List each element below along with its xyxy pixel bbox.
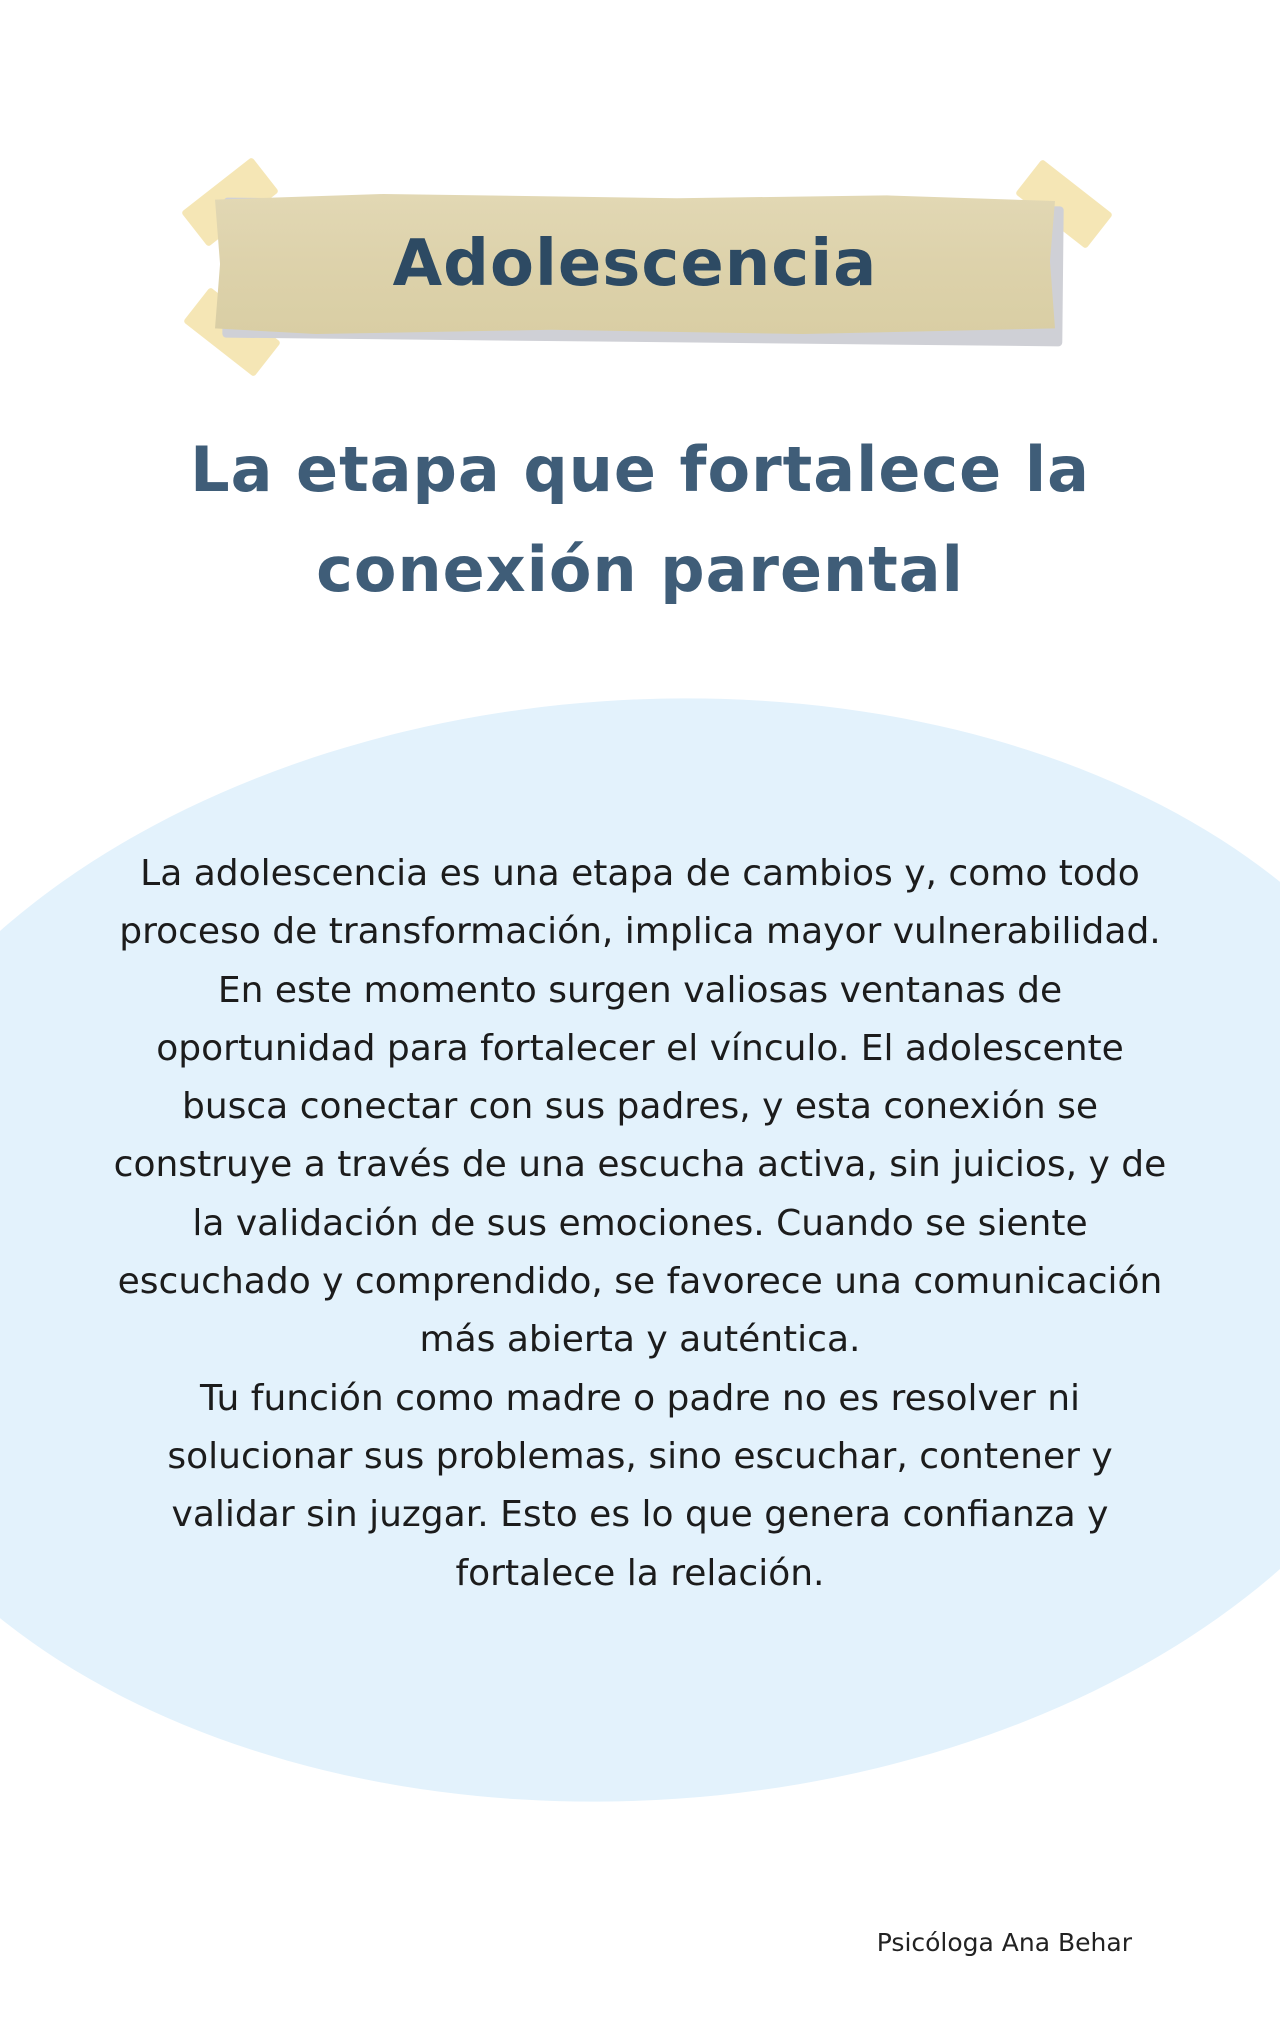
body-paragraph-1: La adolescencia es una etapa de cambios y, como todo proceso de transformación, implica mayor vulnerabilidad. En este momento surgen valiosas ventanas de oportunidad para fortalecer el vínculo. El adolescente busca conectar con sus padres, y esta conexión se construye a través de una escucha activa, sin juicios, y de la validación de sus emociones. Cuando se siente escuchado y comprendido, se favorece una comunicación más abierta y auténtica. bbox=[113, 853, 1167, 1361]
subtitle-line-2: conexión parental bbox=[316, 533, 964, 606]
page-title: Adolescencia bbox=[392, 227, 878, 301]
body-text bbox=[110, 845, 1170, 1603]
subtitle bbox=[140, 420, 1140, 620]
body-paragraph-2: Tu función como madre o padre no es resolver ni solucionar sus problemas, sino escuchar, contener y validar sin juzgar. Esto es lo que genera confianza y fortalece la relación. bbox=[167, 1377, 1113, 1594]
title-banner bbox=[185, 160, 1105, 380]
author-credit: Psicóloga Ana Behar bbox=[876, 1928, 1132, 1957]
subtitle-line-1: La etapa que fortalece la bbox=[190, 433, 1090, 506]
